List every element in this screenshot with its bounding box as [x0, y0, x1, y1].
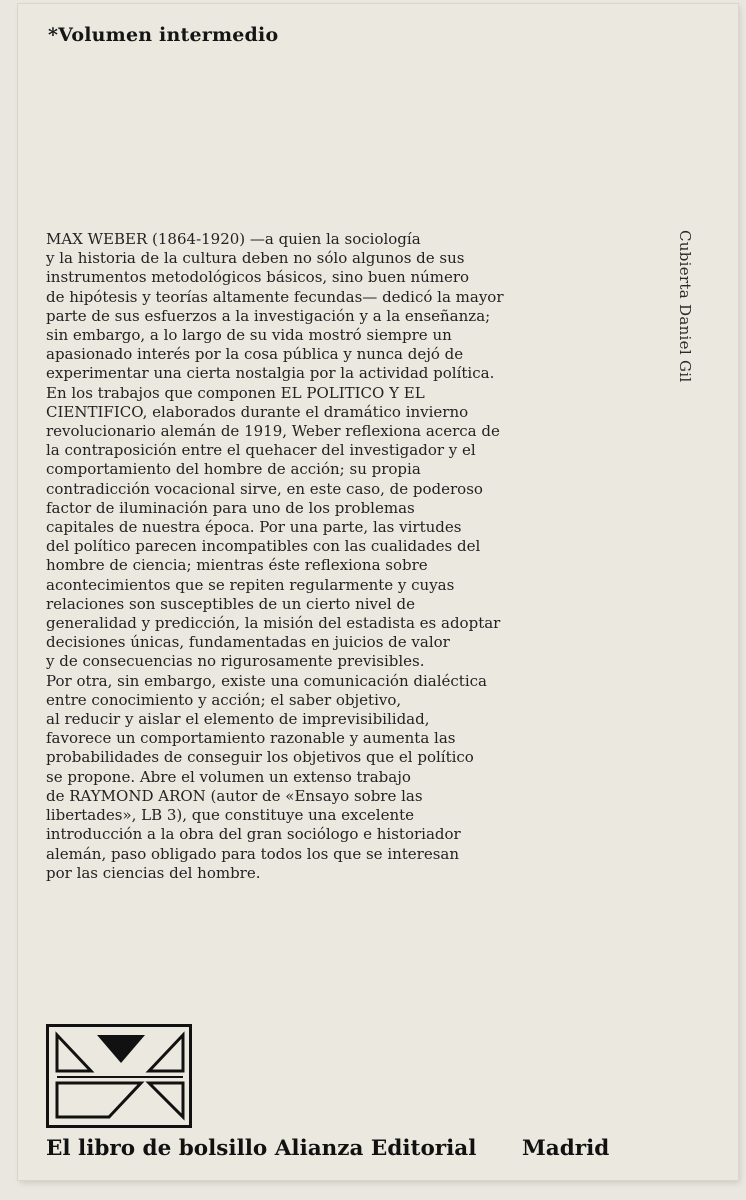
blurb-line: capitales de nuestra época. Por una parte, las virtudes: [46, 518, 462, 537]
blurb-line: sin embargo, a lo largo de su vida mostró siempre un: [46, 326, 452, 345]
blurb-line: la contraposición entre el quehacer del investigador y el: [46, 441, 476, 460]
blurb-line: comportamiento del hombre de acción; su propia: [46, 460, 421, 479]
blurb-line: al reducir y aislar el elemento de imprevisibilidad,: [46, 710, 430, 729]
cover-designer-credit: Cubierta Daniel Gil: [676, 230, 694, 383]
blurb-line: decisiones únicas, fundamentadas en juicios de valor: [46, 633, 450, 652]
blurb-line: entre conocimiento y acción; el saber objetivo,: [46, 690, 402, 709]
blurb-line: contradicción vocacional sirve, en este caso, de poderoso: [46, 479, 483, 498]
blurb-line: relaciones son susceptibles de un cierto nivel de: [46, 594, 415, 613]
blurb-line: por las ciencias del hombre.: [46, 863, 261, 882]
blurb-line: En los trabajos que componen EL POLITICO Y EL: [46, 383, 425, 402]
blurb-line: apasionado interés por la cosa pública y nunca dejó de: [46, 345, 464, 364]
blurb-line: y de consecuencias no rigurosamente previsibles.: [46, 652, 425, 671]
blurb-line: libertades», LB 3), que constituye una excelente: [46, 806, 415, 825]
blurb-line: factor de iluminación para uno de los problemas: [46, 498, 415, 517]
blurb-line: favorece un comportamiento razonable y aumenta las: [46, 729, 456, 748]
blurb-line: MAX WEBER (1864-1920) —a quien la sociología: [46, 230, 421, 248]
blurb-line: Por otra, sin embargo, existe una comunicación dialéctica: [46, 671, 487, 690]
blurb-line: del político parecen incompatibles con las cualidades del: [46, 537, 481, 556]
blurb-line: introducción a la obra del gran sociólogo e historiador: [46, 825, 461, 844]
imprint-name: El libro de bolsillo Alianza Editorial: [46, 1136, 477, 1161]
blurb-line: experimentar una cierta nostalgia por la actividad política.: [46, 364, 495, 383]
blurb-line: generalidad y predicción, la misión del estadista es adoptar: [46, 614, 501, 633]
blurb-line: parte de sus esfuerzos a la investigación y a la enseñanza;: [46, 306, 491, 325]
blurb-line: se propone. Abre el volumen un extenso trabajo: [46, 767, 411, 786]
blurb-line: de hipótesis y teorías altamente fecundas— dedicó la mayor: [46, 287, 504, 306]
series-note: *Volumen intermedio: [48, 24, 279, 46]
publisher-city: Madrid: [522, 1136, 610, 1161]
alianza-publisher-logo-icon: [46, 1024, 192, 1128]
blurb-line: instrumentos metodológicos básicos, sino buen número: [46, 268, 470, 287]
blurb-line: hombre de ciencia; mientras éste reflexiona sobre: [46, 556, 428, 575]
blurb-line: acontecimientos que se repiten regularmente y cuyas: [46, 575, 455, 594]
publisher-imprint: [46, 1136, 610, 1161]
blurb-line: y la historia de la cultura deben no sólo algunos de sus: [46, 249, 465, 268]
blurb-text: [46, 230, 646, 883]
blurb-line: probabilidades de conseguir los objetivos que el político: [46, 748, 474, 767]
blurb-line: de RAYMOND ARON (autor de «Ensayo sobre las: [46, 786, 423, 805]
blurb-line: revolucionario alemán de 1919, Weber reflexiona acerca de: [46, 422, 500, 441]
blurb-line: CIENTIFICO, elaborados durante el dramático invierno: [46, 402, 469, 421]
blurb-line: alemán, paso obligado para todos los que se interesan: [46, 844, 460, 863]
